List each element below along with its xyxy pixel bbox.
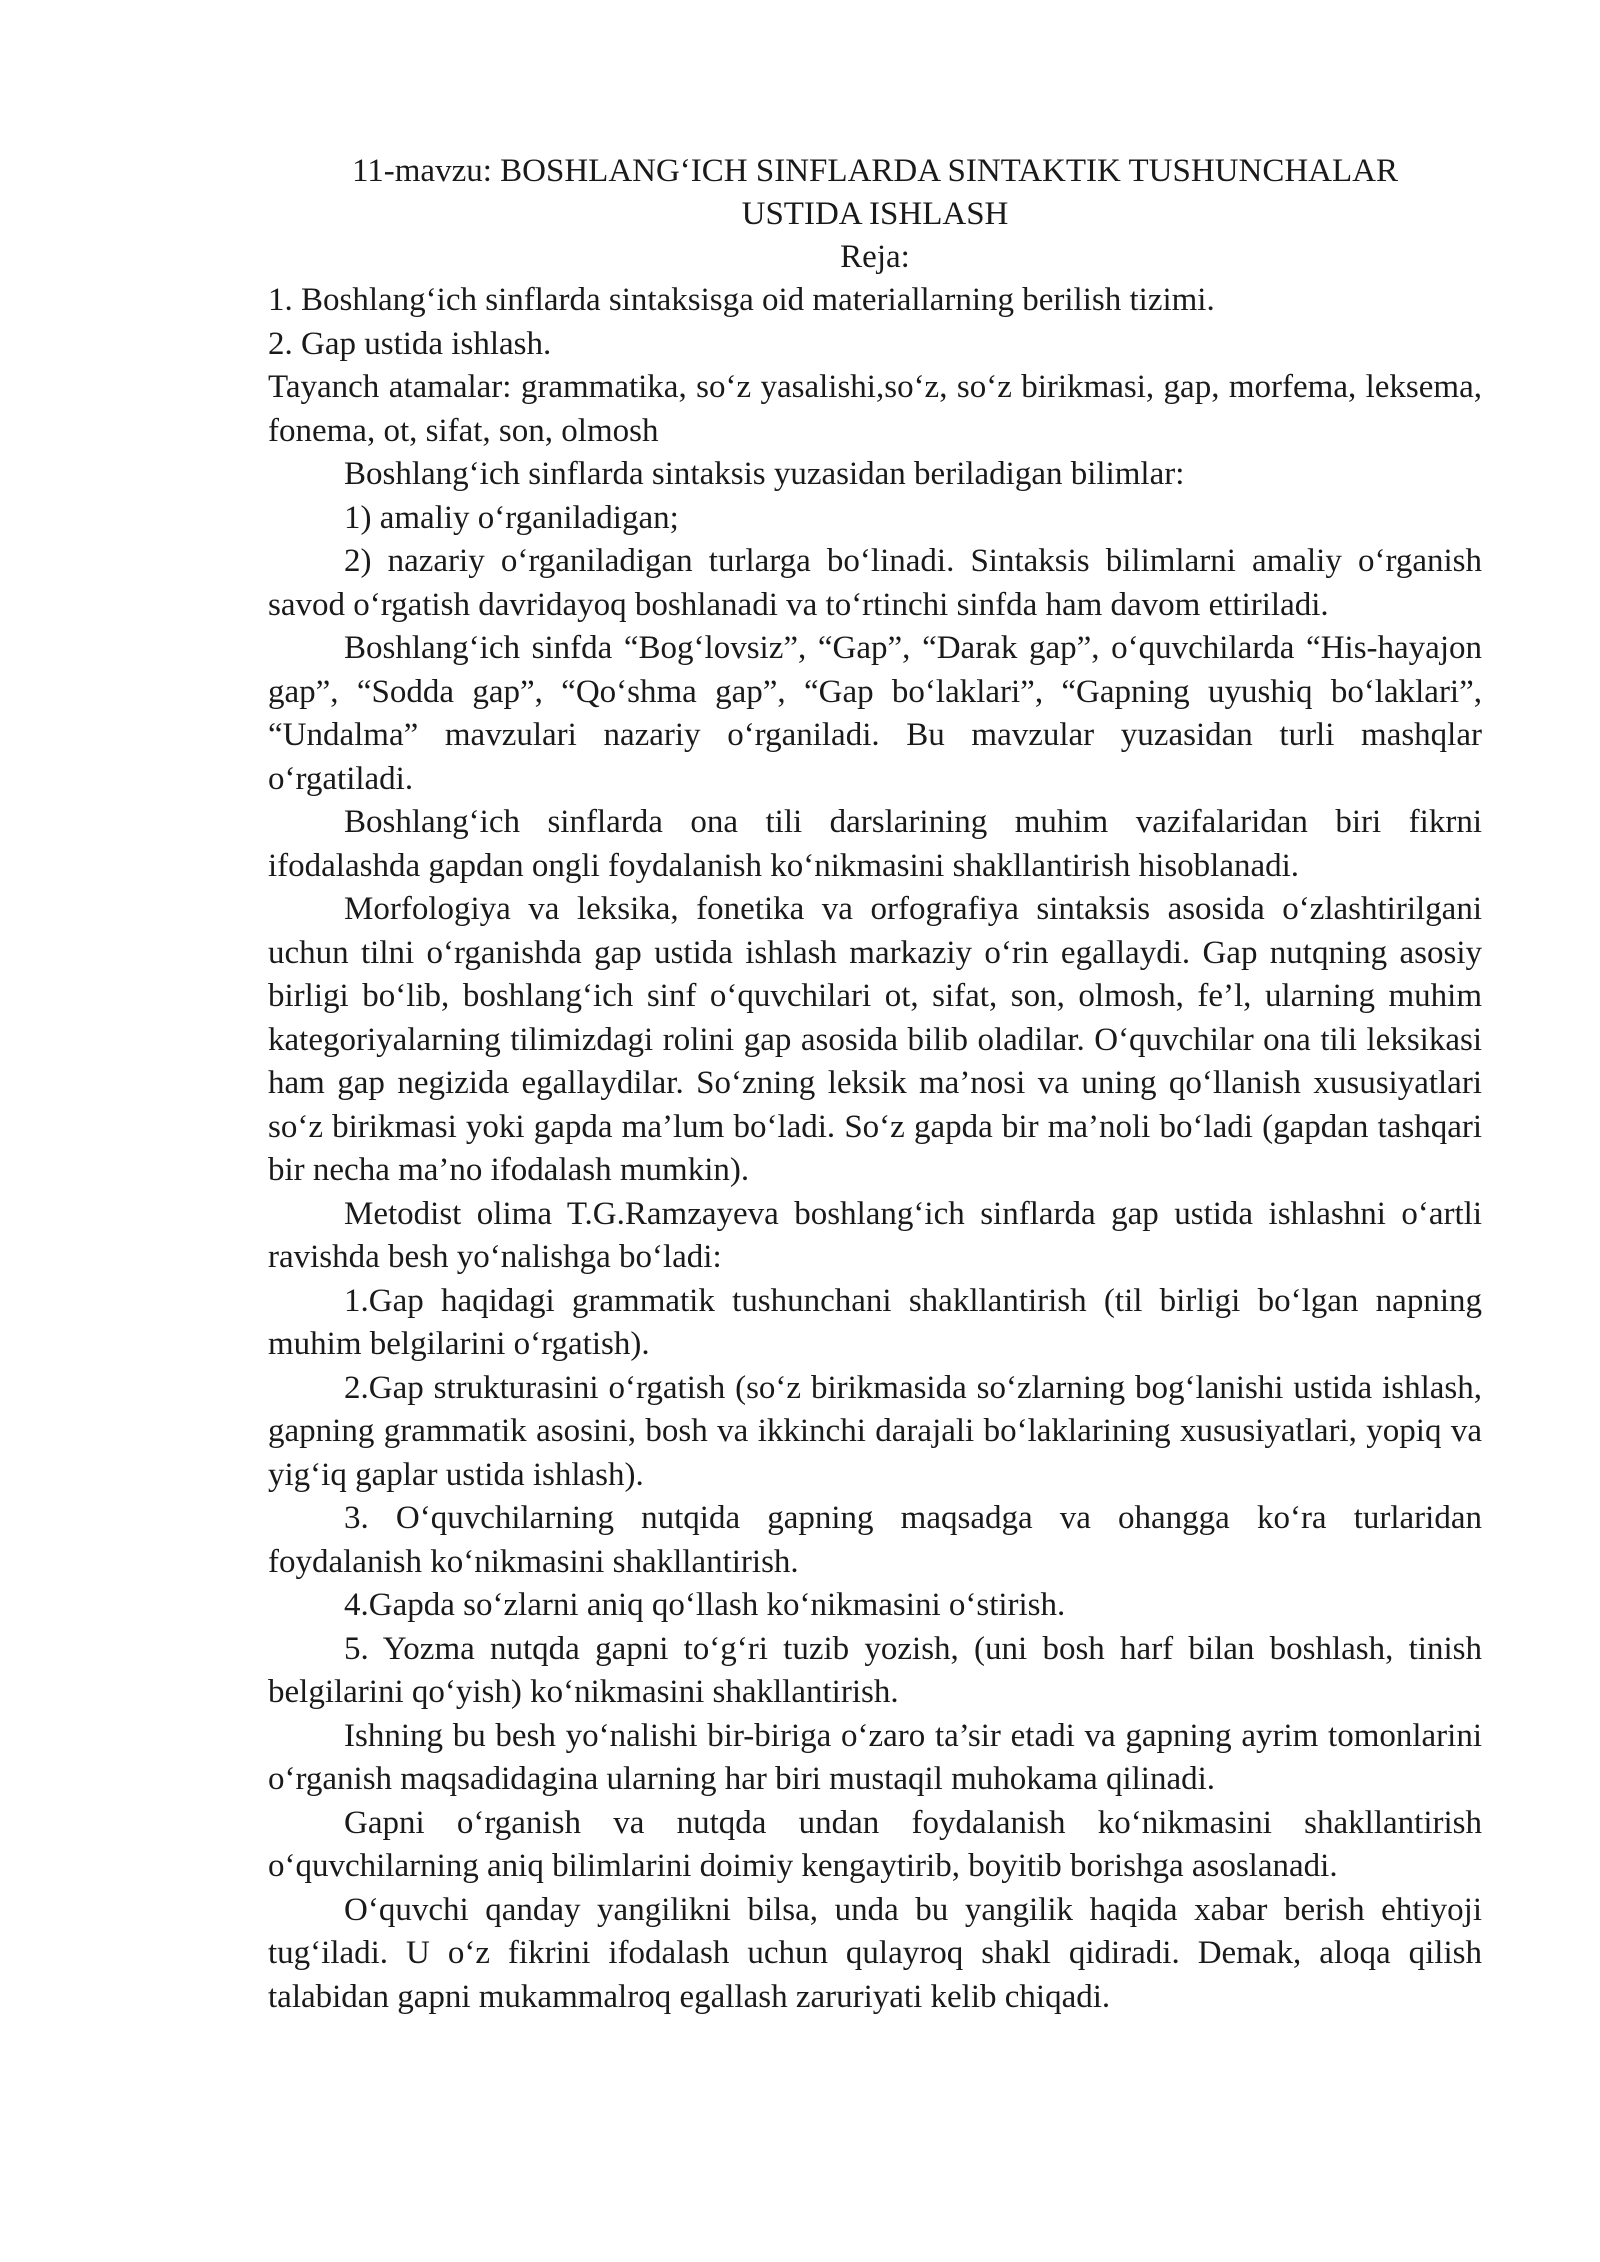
paragraph: O‘quvchi qanday yangilikni bilsa, unda bu yangilik haqida xabar berish ehtiyoji tug‘iladi. U o‘z fikrini ifodalash uchun qulayroq shakl qidiradi. Demak, aloqa qilish talabidan gapni mukammalroq egallash zaruriyati kelib chiqadi. bbox=[268, 1891, 1482, 2015]
paragraph: Boshlang‘ich sinfda “Bog‘lovsiz”, “Gap”, “Darak gap”, o‘quvchilarda “His-hayajon gap”, “Sodda gap”, “Qo‘shma gap”, “Gap bo‘laklari”, “Gapning uyushiq bo‘laklari”, “Undalma” mavzulari nazariy o‘rganiladi. Bu mavzular yuzasidan turli mashqlar o‘rgatiladi. bbox=[268, 630, 1482, 797]
paragraph: 4.Gapda so‘zlarni aniq qo‘llash ko‘nikmasini o‘stirish. bbox=[344, 1587, 1066, 1623]
title-line-1: 11-mavzu: BOSHLANG‘ICH SINFLARDA SINTAKTIK TUSHUNCHALAR bbox=[351, 153, 1398, 189]
paragraph: Ishning bu besh yo‘nalishi bir-biriga o‘zaro ta’sir etadi va gapning ayrim tomonlarini o‘rganish maqsadidagina ularning har biri mustaqil muhokama qilinadi. bbox=[268, 1717, 1482, 1797]
document-title bbox=[268, 150, 1482, 236]
title-line-2: USTIDA ISHLASH bbox=[741, 196, 1009, 232]
paragraph: 2.Gap strukturasini o‘rgatish (so‘z birikmasida so‘zlarning bog‘lanishi ustida ishlash, gapning grammatik asosini, bosh va ikkinchi darajali bo‘laklarining xususiyatlari, yopiq va yig‘iq gaplar ustida ishlash). bbox=[268, 1369, 1482, 1493]
plan-item-2: 2. Gap ustida ishlash. bbox=[268, 325, 552, 362]
paragraph: Metodist olima T.G.Ramzayeva boshlang‘ich sinflarda gap ustida ishlashni o‘artli ravishda besh yo‘nalishga bo‘ladi: bbox=[268, 1195, 1482, 1275]
paragraph: 3. O‘quvchilarning nutqida gapning maqsadga va ohangga ko‘ra turlaridan foydalanish ko‘nikmasini shakllantirish. bbox=[268, 1500, 1482, 1580]
keywords-paragraph: Tayanch atamalar: grammatika, so‘z yasalishi,so‘z, so‘z birikmasi, gap, morfema, leksema, fonema, ot, sifat, son, olmosh bbox=[268, 369, 1482, 449]
paragraph: Morfologiya va leksika, fonetika va orfografiya sintaksis asosida o‘zlashtirilgani uchun tilni o‘rganishda gap ustida ishlash markaziy o‘rin egallaydi. Gap nutqning asosiy birligi bo‘lib, boshlang‘ich sinf o‘quvchilari ot, sifat, son, olmosh, fe’l, ularning muhim kategoriyalarning tilimizdagi rolini gap asosida bilib oladilar. O‘quvchilar ona tili leksikasi ham gap negizida egallaydilar. So‘zning leksik ma’nosi va uning qo‘llanish xususiyatlari so‘z birikmasi yoki gapda ma’lum bo‘ladi. So‘z gapda bir ma’noli bo‘ladi (gapdan tashqari bir necha ma’no ifodalash mumkin). bbox=[268, 891, 1482, 1188]
paragraph: 5. Yozma nutqda gapni to‘g‘ri tuzib yozish, (uni bosh harf bilan boshlash, tinish belgilarini qo‘yish) ko‘nikmasini shakllantirish. bbox=[268, 1630, 1482, 1710]
plan-item-1: 1. Boshlang‘ich sinflarda sintaksisga oid materiallarning berilish tizimi. bbox=[268, 282, 1215, 318]
paragraph: 1) amaliy o‘rganiladigan; bbox=[344, 499, 679, 536]
plan-heading: Reja: bbox=[840, 239, 910, 275]
paragraph: Gapni o‘rganish va nutqda undan foydalanish ko‘nikmasini shakllantirish o‘quvchilarning aniq bilimlarini doimiy kengaytirib, boyitib borishga asoslanadi. bbox=[268, 1804, 1482, 1884]
paragraph: 1.Gap haqidagi grammatik tushunchani shakllantirish (til birligi bo‘lgan napning muhim belgilarini o‘rgatish). bbox=[268, 1282, 1482, 1362]
paragraph: Boshlang‘ich sinflarda sintaksis yuzasidan beriladigan bilimlar: bbox=[344, 456, 1185, 492]
paragraph: Boshlang‘ich sinflarda ona tili darslarining muhim vazifalaridan biri fikrni ifodalashda gapdan ongli foydalanish ko‘nikmasini shakllantirish hisoblanadi. bbox=[268, 804, 1482, 884]
paragraph: 2) nazariy o‘rganiladigan turlarga bo‘linadi. Sintaksis bilimlarni amaliy o‘rganish savod o‘rgatish davridayoq boshlanadi va to‘rtinchi sinfda ham davom ettiriladi. bbox=[268, 543, 1482, 623]
